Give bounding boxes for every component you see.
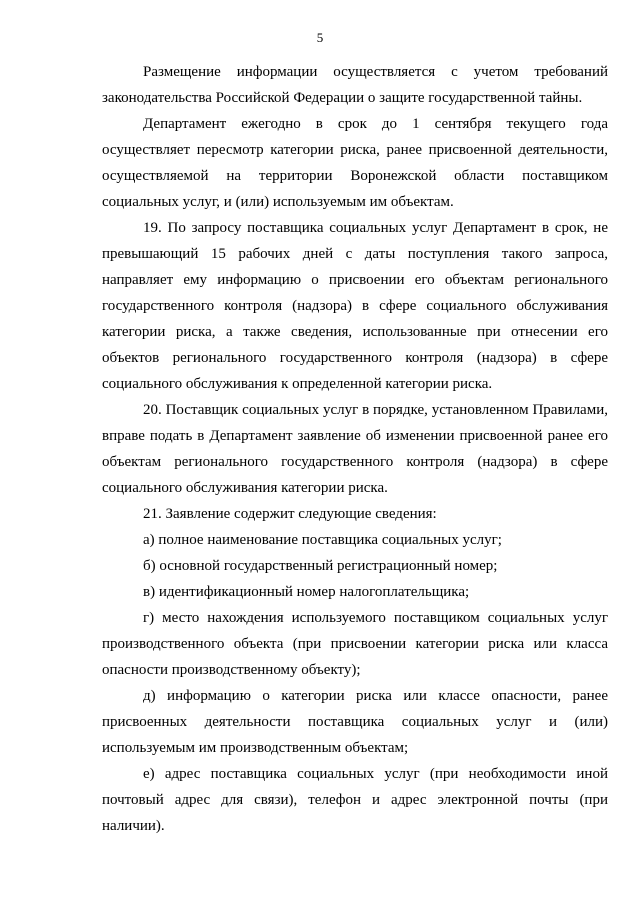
list-item-v: в) идентификационный номер налогоплательщика; [143, 584, 470, 600]
list-item-e: е) адрес поставщика социальных услуг (при необходимости иной почтовый адрес для связи), телефон и адрес электронной почты (при наличии). [102, 766, 608, 834]
paragraph-annual-review: Департамент ежегодно в срок до 1 сентября текущего года осуществляет пересмотр категории риска, ранее присвоенной деятельности, осуществляемой на территории Воронежской области поставщиком социальных услуг, и (или) используемым им объектам. [102, 116, 608, 210]
paragraph-info-placement: Размещение информации осуществляется с учетом требований законодательства Российской Федерации о защите государственной тайны. [102, 64, 608, 106]
paragraph-21: 21. Заявление содержит следующие сведения: [143, 506, 437, 522]
document-body [102, 59, 608, 839]
paragraph-20: 20. Поставщик социальных услуг в порядке, установленном Правилами, вправе подать в Департамент заявление об изменении присвоенной ранее его объектам регионального государственного контроля (надзора) в сфере социального обслуживания категории риска. [102, 402, 608, 496]
paragraph-19: 19. По запросу поставщика социальных услуг Департамент в срок, не превышающий 15 рабочих дней с даты поступления такого запроса, направляет ему информацию о присвоении его объектам регионального государственного контроля (надзора) в сфере социального обслуживания категории риска, а также сведения, использованные при отнесении его объектов регионального государственного контроля (надзора) в сфере социального обслуживания к определенной категории риска. [102, 220, 608, 392]
list-item-b: б) основной государственный регистрационный номер; [143, 558, 498, 574]
list-item-a: а) полное наименование поставщика социальных услуг; [143, 532, 502, 548]
list-item-g: г) место нахождения используемого поставщиком социальных услуг производственного объекта (при присвоении категории риска или класса опасности производственному объекту); [102, 610, 608, 678]
page-number: 5 [316, 30, 324, 45]
list-item-d: д) информацию о категории риска или классе опасности, ранее присвоенных деятельности поставщика социальных услуг и (или) используемым им производственным объектам; [102, 688, 608, 756]
